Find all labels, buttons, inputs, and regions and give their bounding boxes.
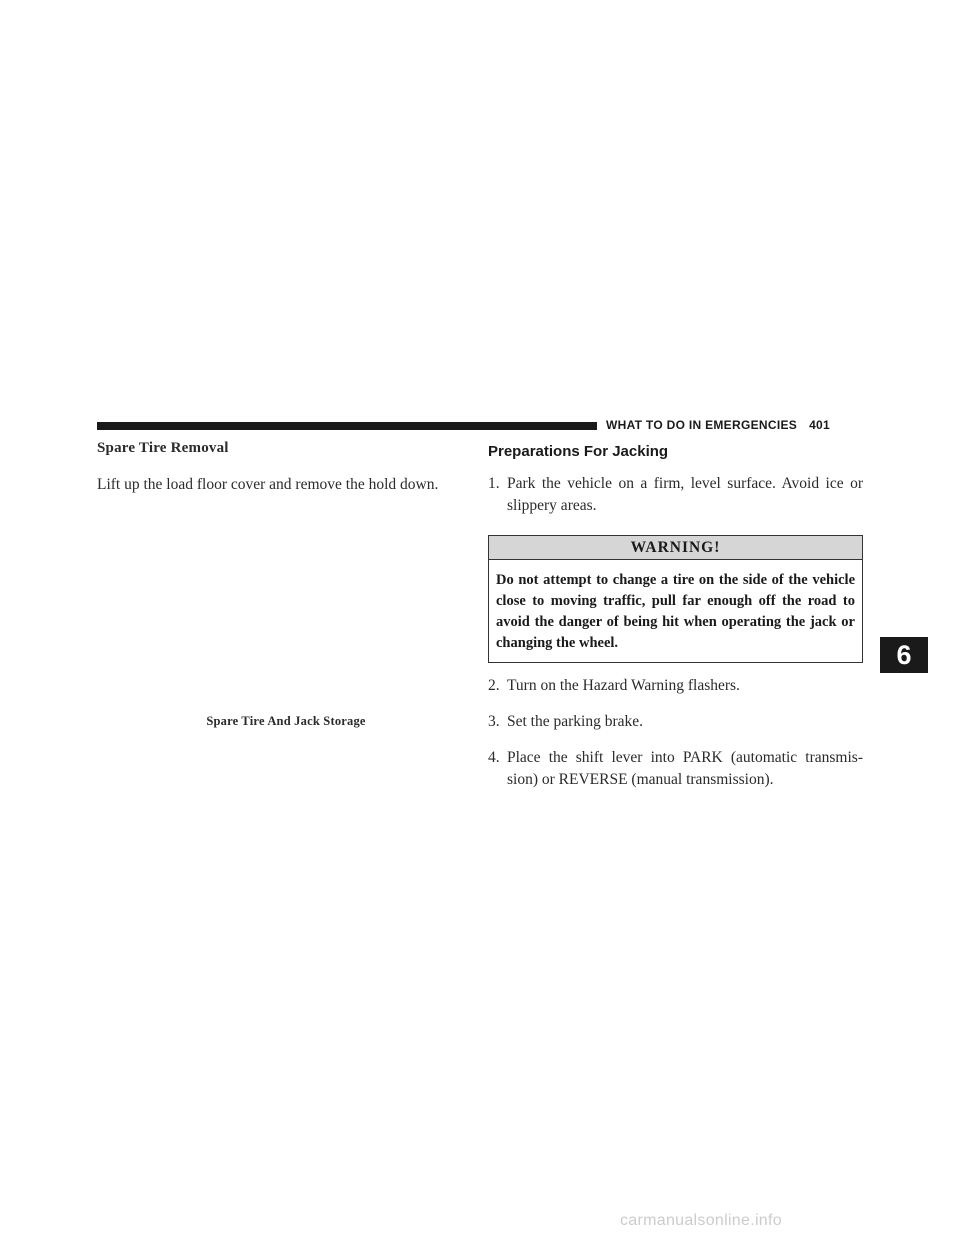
step-number: 3. xyxy=(488,713,500,730)
left-column xyxy=(97,440,475,496)
warning-title: WARNING! xyxy=(489,536,862,560)
right-column xyxy=(488,443,863,805)
spare-tire-paragraph: Lift up the load floor cover and remove the hold down. xyxy=(97,476,439,493)
running-head xyxy=(606,418,830,432)
step-text: Place the shift lever into PARK (automatic transmis-sion) or REVERSE (manual transmission). xyxy=(507,749,863,788)
subhead-spare-tire-removal: Spare Tire Removal xyxy=(97,440,229,456)
step-number: 4. xyxy=(488,749,500,766)
step-number: 1. xyxy=(488,475,500,492)
step-text: Set the parking brake. xyxy=(507,713,644,730)
chapter-tab: 6 xyxy=(880,637,928,673)
list-item xyxy=(488,675,863,697)
list-item xyxy=(488,473,863,517)
page-number: 401 xyxy=(809,418,830,432)
step-number: 2. xyxy=(488,677,500,694)
list-item xyxy=(488,747,863,791)
figure-caption: Spare Tire And Jack Storage xyxy=(206,714,366,728)
list-item xyxy=(488,711,863,733)
watermark: carmanualsonline.info xyxy=(620,1212,782,1229)
header-rule xyxy=(97,422,597,430)
figure-spare-tire-storage xyxy=(97,500,475,705)
step-text: Turn on the Hazard Warning flashers. xyxy=(507,677,740,694)
section-name: WHAT TO DO IN EMERGENCIES xyxy=(606,418,798,432)
warning-text: Do not attempt to change a tire on the side of the vehicle close to moving traffic, pull far enough off the road to avoid the danger of being hit when operating the jack or changing the wheel. xyxy=(496,572,855,651)
section-title: Preparations For Jacking xyxy=(488,443,669,460)
warning-box xyxy=(488,535,863,663)
step-text: Park the vehicle on a firm, level surface. Avoid ice or slippery areas. xyxy=(507,475,863,514)
